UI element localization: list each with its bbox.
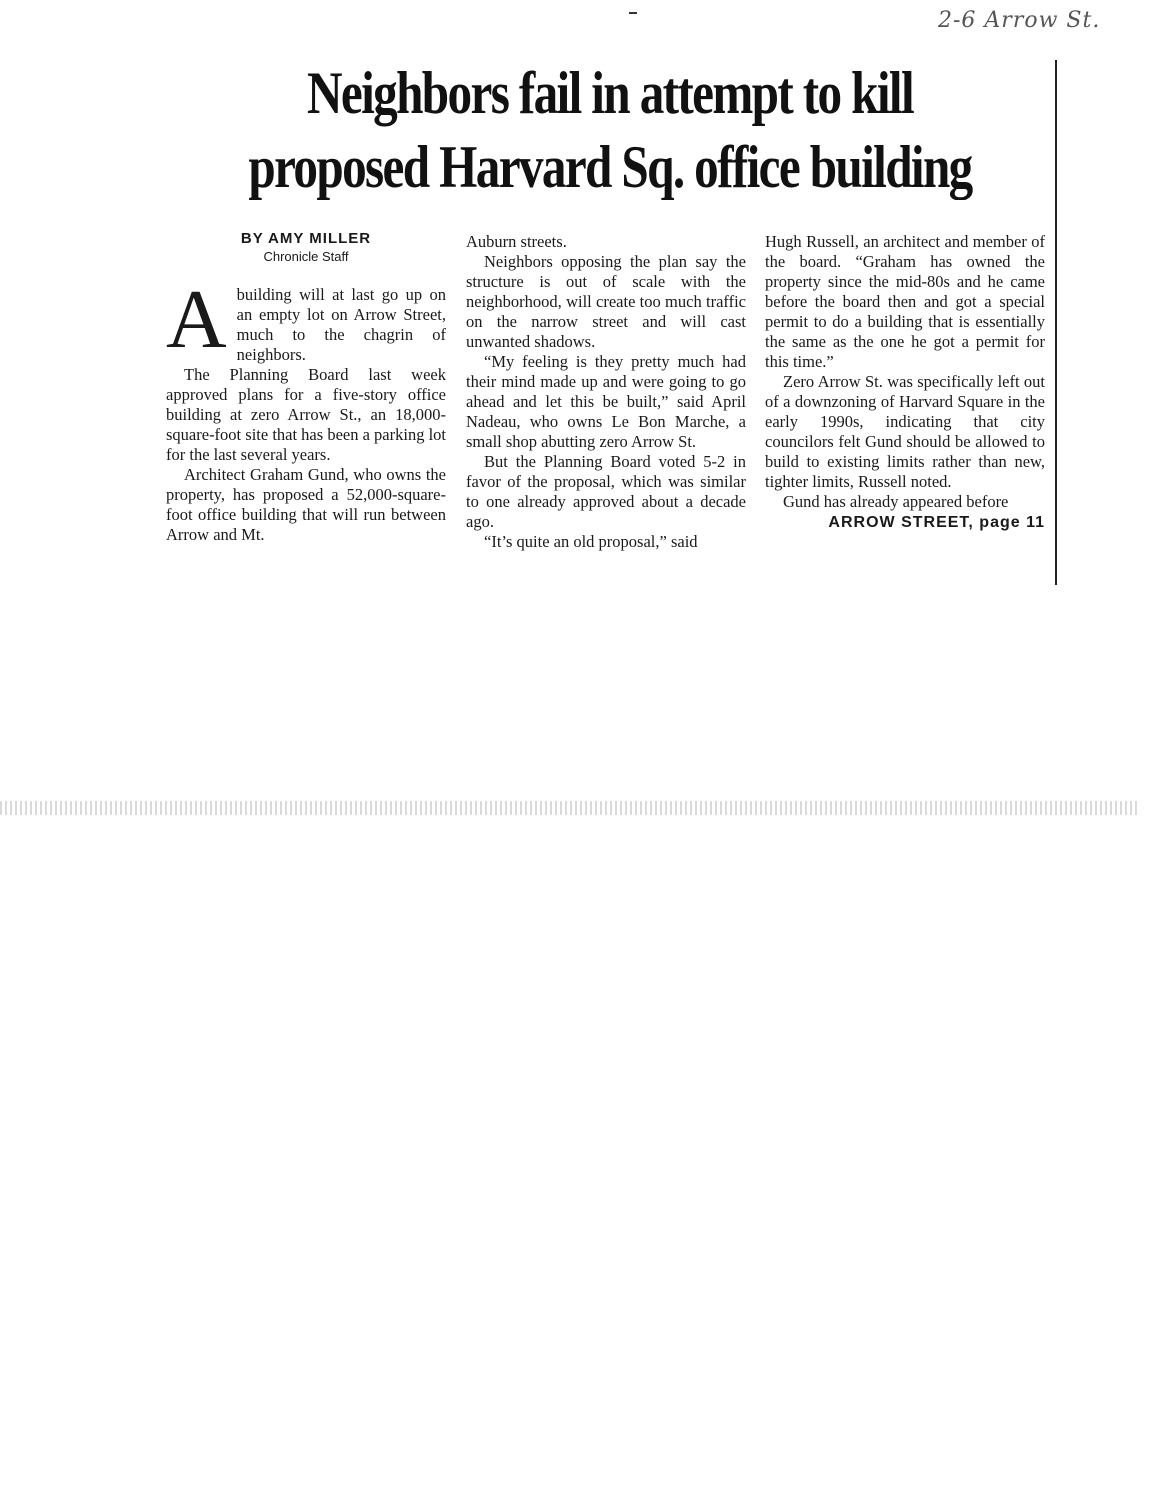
paragraph: Gund has already appeared before <box>783 492 1009 511</box>
paragraph: “My feeling is they pretty much had their mind made up and were going to go ahead and let this be built,” said April Nadeau, who owns Le Bon Marche, a small shop abutting zero Arrow St. <box>466 352 746 451</box>
lead-text: building will at last go up on an empty lot on Arrow Street, much to the chagrin of neighbors. <box>236 285 446 364</box>
paragraph: Hugh Russell, an architect and member of the board. “Graham has owned the property since the mid-80s and he came before the board then and got a special permit to do a building that is essentially the same as the one he got a permit for this time.” <box>765 232 1045 371</box>
byline-credit: Chronicle Staff <box>263 249 349 264</box>
scan-mark <box>629 12 637 14</box>
headline-line-1: Neighbors fail in attempt to kill <box>307 60 913 126</box>
paragraph: Auburn streets. <box>466 232 567 251</box>
handwritten-annotation: 2-6 Arrow St. <box>938 8 1101 33</box>
drop-cap: A <box>166 273 227 366</box>
paragraph: Neighbors opposing the plan say the structure is out of scale with the neighborhood, will create too much traffic on the narrow street and will cast unwanted shadows. <box>466 252 746 351</box>
paragraph: But the Planning Board voted 5-2 in favor of the proposal, which was similar to one already approved about a decade ago. <box>466 452 746 531</box>
paragraph: Zero Arrow St. was specifically left out of a downzoning of Harvard Square in the early 1990s, indicating that city councilors felt Gund should be allowed to build to existing limits rather than new, tighter limits, Russell noted. <box>765 372 1045 491</box>
article-column-2 <box>466 232 746 552</box>
paragraph: The Planning Board last week approved plans for a five-story office building at zero Arrow St., an 18,000-square-foot site that has been a parking lot for the last several years. <box>166 365 446 464</box>
headline <box>241 56 979 204</box>
paragraph: Architect Graham Gund, who owns the property, has proposed a 52,000-square-foot office building that will run between Arrow and Mt. <box>166 465 446 544</box>
lead-paragraph <box>166 273 446 366</box>
article-column-3 <box>765 232 1045 534</box>
continued-jump-line: ARROW STREET, page 11 <box>828 514 1045 531</box>
column-rule <box>1055 60 1057 585</box>
scan-artifact <box>0 801 1140 815</box>
byline: BY AMY MILLER <box>240 230 372 247</box>
paragraph: “It’s quite an old proposal,” said <box>484 532 698 551</box>
article-column-1 <box>166 229 446 545</box>
headline-line-2: proposed Harvard Sq. office building <box>248 134 972 200</box>
